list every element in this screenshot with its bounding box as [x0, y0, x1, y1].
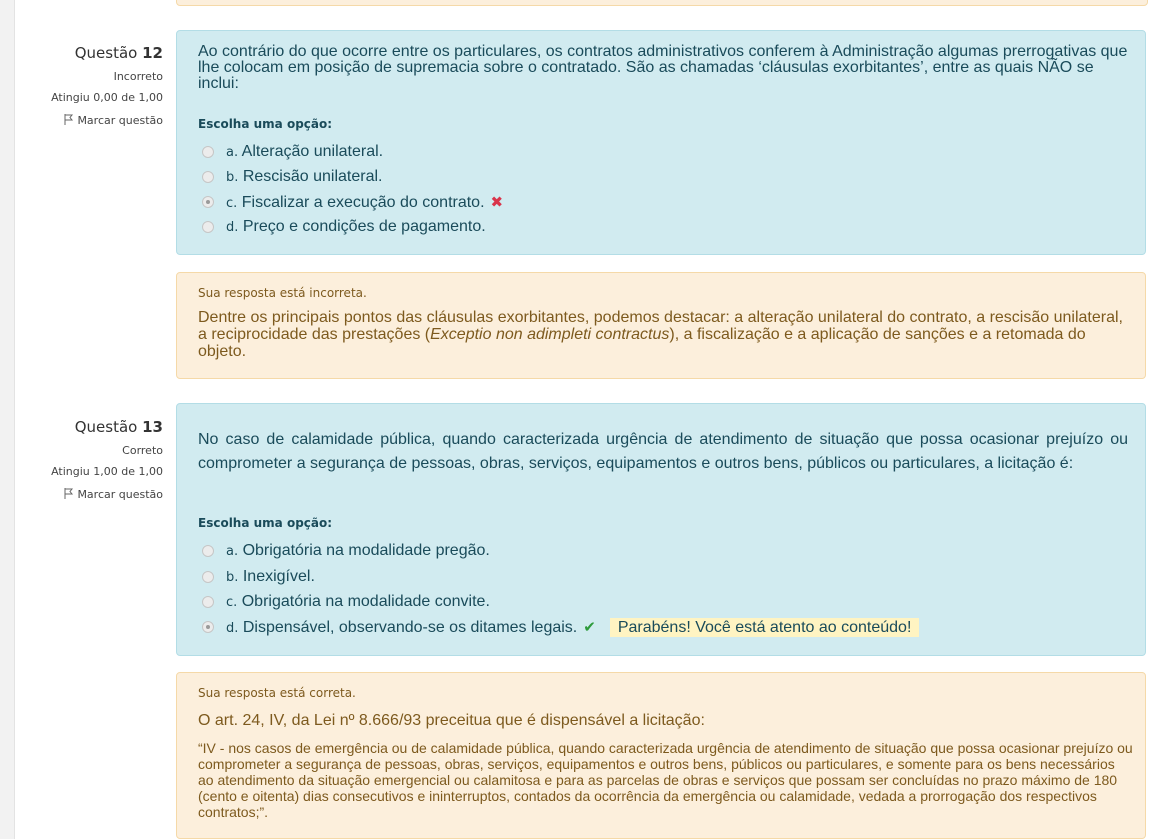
radio-button[interactable]: [202, 596, 214, 608]
question-grade: Atingiu 1,00 de 1,00: [51, 465, 163, 478]
flag-icon: [64, 488, 74, 499]
choose-prompt: Escolha uma opção:: [198, 117, 333, 131]
feedback-status: Sua resposta está correta.: [198, 686, 356, 700]
question-text: No caso de calamidade pública, quando caracterizada urgência de atendimento de situação que possa ocasionar prejuízo ou comprometer a segurança de pessoas, obras, serviços, equipamentos e outros bens, públicos ou particulares, a licitação é:: [198, 431, 1128, 472]
question-text: Ao contrário do que ocorre entre os particulares, os contratos administrativos conferem à Administração algumas prerrogativas que lhe colocam em posição de supremacia sobre o contratado. São as chamadas ‘cláusulas exorbitantes’, entre as quais NÃO se inclui:: [198, 43, 1128, 92]
flag-question-link[interactable]: Marcar questão: [20, 114, 163, 127]
question-state: Incorreto: [113, 70, 163, 83]
question-title: Questão 13: [74, 418, 163, 436]
left-rail: [0, 0, 15, 839]
choose-prompt: Escolha uma opção:: [198, 516, 333, 530]
question-13-feedback: [176, 672, 1146, 839]
radio-button[interactable]: [202, 221, 214, 233]
radio-button-selected[interactable]: [202, 621, 214, 633]
question-13-content: No caso de calamidade pública, quando caracterizada urgência de atendimento de situação que possa ocasionar prejuízo ou comprometer a segurança de pessoas, obras, serviços, equipamentos e outros bens, públicos ou particulares, a licitação é: Escolha uma opção: a. Obrigatória na modalidade pregão. b. Inexigível. c. Obrigatória na modalidade convite. d. Dispensável, observando-se os ditames legais. ✔ Parabéns! Você está atento ao conteúdo!: [176, 403, 1146, 656]
correct-check-icon: ✔: [583, 618, 596, 636]
feedback-quote: “IV - nos casos de emergência ou de calamidade pública, quando caracterizada urgência de atendimento de situação que possa ocasionar prejuízo ou comprometer a segurança de pessoas, obras, serviços, equipamentos e outros bens, públicos ou particulares, e somente para os bens necessários ao atendimento da situação emergencial ou calamitosa e para as parcelas de obras e serviços que possam ser concluídas no prazo máximo de 180 (cento e oitenta) dias consecutivos e ininterruptos, contados da ocorrência da emergência ou calamidade, vedada a prorrogação dos respectivos contratos;”.: [198, 740, 1133, 820]
feedback-status: Sua resposta está incorreta.: [198, 286, 367, 300]
radio-button[interactable]: [202, 146, 214, 158]
question-title: Questão 12: [74, 44, 163, 62]
flag-question-link[interactable]: Marcar questão: [20, 488, 163, 501]
specific-feedback: Parabéns! Você está atento ao conteúdo!: [610, 618, 920, 637]
incorrect-x-icon: ✖: [490, 193, 504, 211]
flag-icon: [64, 114, 74, 125]
question-12-feedback: [176, 272, 1146, 379]
feedback-text: Dentre os principais pontos das cláusulas exorbitantes, podemos destacar: a alteração unilateral do contrato, a rescisão unilateral, a reciprocidade das prestações (Exceptio non adimpleti contractus), a fiscalização e a aplicação de sanções e a retomada do objeto.: [198, 309, 1123, 360]
question-grade: Atingiu 0,00 de 1,00: [51, 91, 163, 104]
feedback-intro: O art. 24, IV, da Lei nº 8.666/93 preceitua que é dispensável a licitação:: [198, 712, 705, 729]
radio-button[interactable]: [202, 545, 214, 557]
question-state: Correto: [122, 444, 163, 457]
previous-feedback-edge: [176, 0, 1148, 6]
radio-button-selected[interactable]: [202, 196, 214, 208]
question-13-info: [20, 418, 163, 501]
radio-button[interactable]: [202, 171, 214, 183]
radio-button[interactable]: [202, 571, 214, 583]
question-12-info: [20, 44, 163, 127]
question-12-content: Ao contrário do que ocorre entre os particulares, os contratos administrativos conferem à Administração algumas prerrogativas que lhe colocam em posição de supremacia sobre o contratado. São as chamadas ‘cláusulas exorbitantes’, entre as quais NÃO se inclui: Escolha uma opção: a. Alteração unilateral. b. Rescisão unilateral. c. Fiscalizar a execução do contrato. ✖ d. Preço e condições de pagamento.: [176, 30, 1146, 255]
